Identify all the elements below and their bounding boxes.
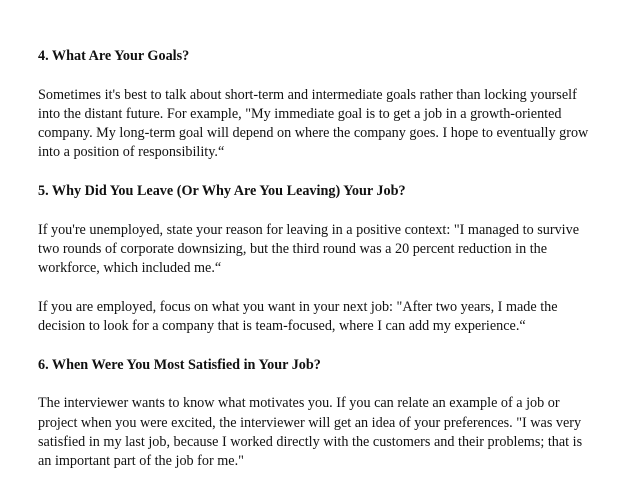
text-line: workforce, which included me.“	[38, 260, 222, 277]
paragraph	[38, 221, 608, 279]
paragraph	[38, 86, 608, 163]
text-line: Sometimes it's best to talk about short-term and intermediate goals rather than locking yourself	[38, 86, 577, 103]
text-line: If you're unemployed, state your reason for leaving in a positive context: "I managed to survive	[38, 221, 580, 238]
section-heading: 4. What Are Your Goals?	[38, 48, 190, 64]
text-line: satisfied in my last job, because I worked directly with the customers and their problems; that is	[38, 433, 583, 450]
text-line: The interviewer wants to know what motivates you. If you can relate an example of a job or	[38, 395, 560, 412]
paragraph	[38, 394, 608, 471]
paragraph	[38, 298, 608, 337]
text-line: If you are employed, focus on what you want in your next job: "After two years, I made the	[38, 298, 558, 315]
section-goals	[38, 47, 608, 163]
text-line: decision to look for a company that is team-focused, where I can add my experience.“	[38, 318, 526, 335]
section-heading: 5. Why Did You Leave (Or Why Are You Leaving) Your Job?	[38, 183, 406, 200]
text-line: two rounds of corporate downsizing, but the third round was a 20 percent reduction in the	[38, 240, 548, 257]
text-line: into the distant future. For example, "My immediate goal is to get a job in a growth-oriented	[38, 105, 562, 122]
text-line: project when you were excited, the interviewer will get an idea of your preferences. "I was very	[38, 414, 582, 431]
section-most-satisfied	[38, 356, 608, 472]
section-heading: 6. When Were You Most Satisfied in Your Job?	[38, 356, 321, 373]
text-line: into a position of responsibility.“	[38, 144, 225, 161]
text-line: an important part of the job for me."	[38, 453, 244, 470]
section-leaving-job	[38, 182, 608, 336]
text-line: company. My long-term goal will depend on where the company goes. I hope to eventually grow	[38, 125, 589, 142]
